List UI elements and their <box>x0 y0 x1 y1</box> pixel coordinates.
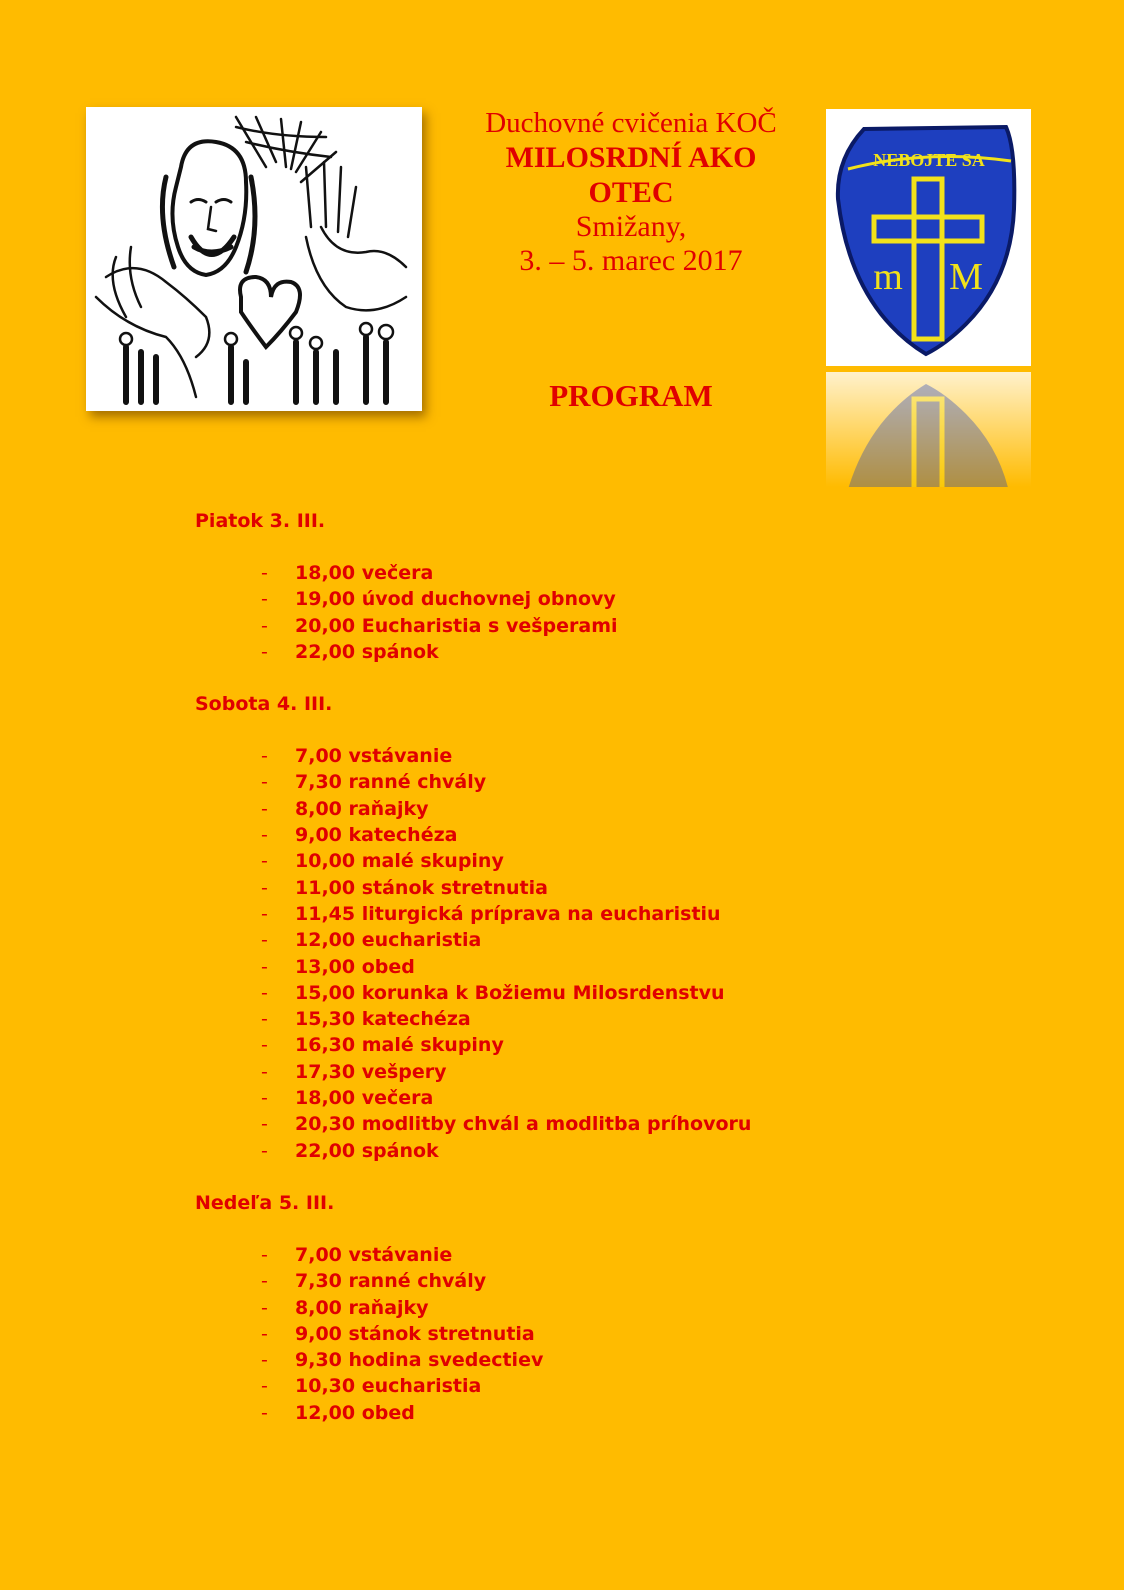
logo-left-letter: m <box>873 256 903 298</box>
list-item: - 10,30 eucharistia <box>261 1375 482 1398</box>
day-items <box>195 1242 751 1426</box>
list-item: - 18,00 večera <box>261 562 434 584</box>
day-items <box>195 743 751 1164</box>
list-item: - 9,00 stánok stretnutia <box>261 1322 535 1345</box>
list-item: - 20,30 modlitby chvál a modlitba príhovoru <box>261 1113 752 1136</box>
list-item: - 18,00 večera <box>261 1087 434 1110</box>
list-item: - 7,00 vstávanie <box>261 1243 453 1266</box>
day-heading: Piatok 3. III. <box>195 510 326 532</box>
list-item: - 12,00 obed <box>261 1401 415 1424</box>
list-item: - 15,00 korunka k Božiemu Milosrdenstvu <box>261 981 725 1004</box>
day-items <box>195 560 751 665</box>
list-item: - 11,45 liturgická príprava na eucharistiu <box>261 902 721 925</box>
shield-reflection-icon <box>826 372 1031 487</box>
event-series-title: Duchovné cvičenia KOČ <box>485 107 777 139</box>
event-title-line2: OTEC <box>588 176 674 209</box>
list-item: - 19,00 úvod duchovnej obnovy <box>261 588 616 611</box>
program-schedule <box>195 508 751 1426</box>
list-item: - 12,00 eucharistia <box>261 929 482 952</box>
list-item: - 9,30 hodina svedectiev <box>261 1349 544 1372</box>
list-item: - 22,00 spánok <box>261 640 439 663</box>
program-heading: PROGRAM <box>549 378 713 413</box>
list-item: - 13,00 obed <box>261 955 415 978</box>
list-item: - 8,00 raňajky <box>261 1296 429 1319</box>
logo-banner-text: NEBOJTE SA <box>873 150 985 170</box>
list-item: - 11,00 stánok stretnutia <box>261 876 548 899</box>
list-item: - 20,00 Eucharistia s vešperami <box>261 614 618 637</box>
event-dates: 3. – 5. marec 2017 <box>519 244 743 277</box>
list-item: - 8,00 raňajky <box>261 797 429 820</box>
list-item: - 10,00 malé skupiny <box>261 850 504 873</box>
jesus-drawing-icon <box>86 107 422 411</box>
logo-reflection <box>826 372 1031 487</box>
shield-logo-icon <box>826 109 1031 366</box>
day-heading: Nedeľa 5. III. <box>195 1191 335 1214</box>
event-title-line1: MILOSRDNÍ AKO <box>505 141 757 174</box>
list-item: - 7,30 ranné chvály <box>261 1270 487 1293</box>
list-item: - 9,00 katechéza <box>261 824 458 847</box>
day-heading: Sobota 4. III. <box>195 693 333 716</box>
list-item: - 22,00 spánok <box>261 1139 439 1162</box>
list-item: - 7,30 ranné chvály <box>261 771 487 794</box>
header-block <box>438 108 824 278</box>
event-location: Smižany, <box>575 210 687 243</box>
list-item: - 17,30 vešpery <box>261 1060 447 1083</box>
list-item: - 15,30 katechéza <box>261 1008 471 1031</box>
list-item: - 16,30 malé skupiny <box>261 1034 504 1057</box>
list-item: - 7,00 vstávanie <box>261 745 453 768</box>
nebojte-sa-logo <box>826 109 1031 366</box>
logo-right-letter: M <box>949 256 983 298</box>
jesus-hands-illustration <box>86 107 422 411</box>
